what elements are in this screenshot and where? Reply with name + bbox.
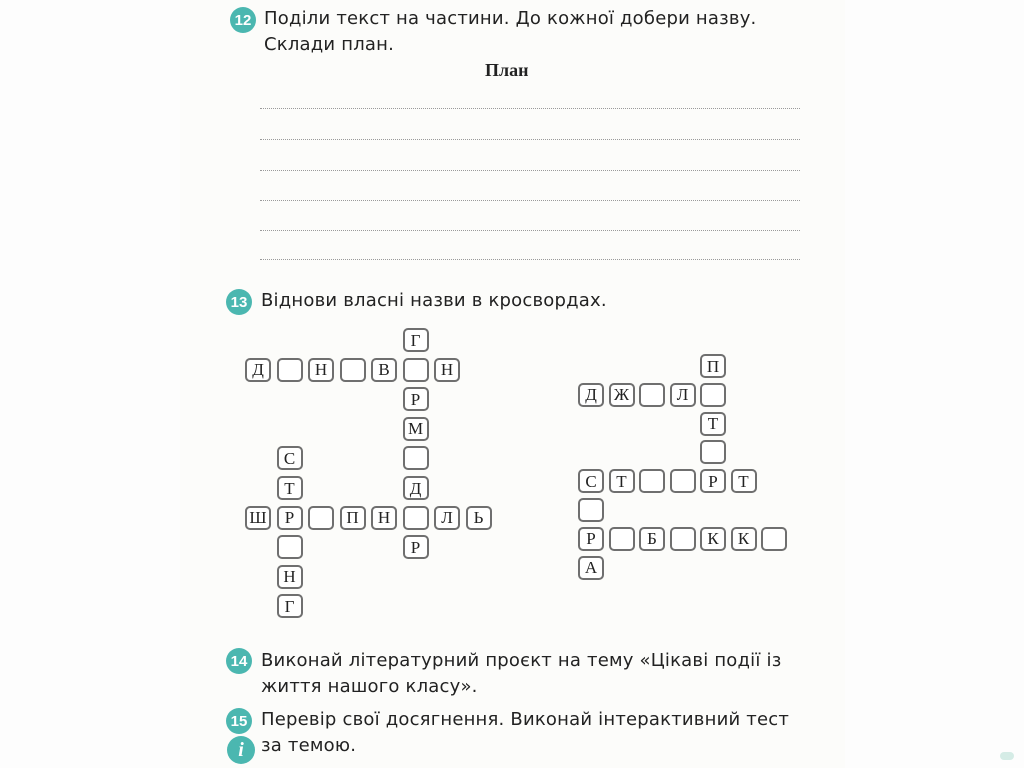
crossword2-cell: Р bbox=[578, 527, 604, 551]
crossword2-cell[interactable] bbox=[700, 440, 726, 464]
crossword1-cell[interactable] bbox=[277, 535, 303, 559]
crossword1-cell: Т bbox=[277, 476, 303, 500]
crossword2-cell[interactable] bbox=[639, 469, 665, 493]
answer-line-1 bbox=[260, 108, 800, 109]
crossword2-cell[interactable] bbox=[670, 469, 696, 493]
crossword1-cell: Н bbox=[371, 506, 397, 530]
crossword2-cell[interactable] bbox=[639, 383, 665, 407]
crossword2-cell: К bbox=[700, 527, 726, 551]
crossword2-cell: Б bbox=[639, 527, 665, 551]
crossword1-cell: Р bbox=[403, 387, 429, 411]
crossword2-cell: С bbox=[578, 469, 604, 493]
answer-line-5 bbox=[260, 230, 800, 231]
crossword1-cell[interactable] bbox=[403, 358, 429, 382]
crossword2-cell: Р bbox=[700, 469, 726, 493]
crossword2-cell[interactable] bbox=[700, 383, 726, 407]
decorative-corner-mark bbox=[1000, 752, 1014, 760]
crossword2-cell: А bbox=[578, 556, 604, 580]
answer-line-3 bbox=[260, 170, 800, 171]
interactive-test-info-icon[interactable]: i bbox=[227, 736, 255, 764]
crossword1-cell: Р bbox=[403, 535, 429, 559]
crossword1-cell: Ь bbox=[466, 506, 492, 530]
crossword1-cell[interactable] bbox=[403, 506, 429, 530]
answer-line-2 bbox=[260, 139, 800, 140]
crossword2-cell[interactable] bbox=[578, 498, 604, 522]
crossword2-cell: Ж bbox=[609, 383, 635, 407]
crossword1-cell[interactable] bbox=[308, 506, 334, 530]
task-15-text-line2: за темою. bbox=[261, 735, 357, 756]
crossword1-cell: Л bbox=[434, 506, 460, 530]
task-number-badge-13: 13 bbox=[226, 289, 252, 315]
task-number-badge-12: 12 bbox=[230, 7, 256, 33]
crossword1-cell: В bbox=[371, 358, 397, 382]
crossword1-cell: Ш bbox=[245, 506, 271, 530]
crossword1-cell: Г bbox=[403, 328, 429, 352]
crossword1-cell: Н bbox=[308, 358, 334, 382]
crossword1-cell: Н bbox=[277, 565, 303, 589]
crossword1-cell[interactable] bbox=[403, 446, 429, 470]
crossword1-cell: Д bbox=[403, 476, 429, 500]
task-number-badge-15: 15 bbox=[226, 708, 252, 734]
crossword2-cell: П bbox=[700, 354, 726, 378]
crossword2-cell: Л bbox=[670, 383, 696, 407]
crossword1-cell: Н bbox=[434, 358, 460, 382]
crossword2-cell[interactable] bbox=[670, 527, 696, 551]
crossword2-cell: Т bbox=[700, 412, 726, 436]
crossword1-cell: Р bbox=[277, 506, 303, 530]
answer-line-6 bbox=[260, 259, 800, 260]
crossword1-cell: С bbox=[277, 446, 303, 470]
task-12-text-line1: Поділи текст на частини. До кожної добери назву. bbox=[264, 8, 757, 29]
answer-line-4 bbox=[260, 200, 800, 201]
crossword1-cell[interactable] bbox=[277, 358, 303, 382]
crossword1-cell: М bbox=[403, 417, 429, 441]
task-12-text-line2: Склади план. bbox=[264, 34, 395, 55]
task-13-text: Віднови власні назви в кросвордах. bbox=[261, 290, 607, 311]
crossword1-cell[interactable] bbox=[340, 358, 366, 382]
crossword2-cell: Т bbox=[731, 469, 757, 493]
task-14-text-line1: Виконай літературний проєкт на тему «Цікаві події із bbox=[261, 650, 782, 671]
crossword2-cell: Т bbox=[609, 469, 635, 493]
task-number-badge-14: 14 bbox=[226, 648, 252, 674]
task-15-text-line1: Перевір свої досягнення. Виконай інтерактивний тест bbox=[261, 709, 790, 730]
crossword2-cell[interactable] bbox=[609, 527, 635, 551]
task-14-text-line2: життя нашого класу». bbox=[261, 676, 478, 697]
crossword2-cell: Д bbox=[578, 383, 604, 407]
crossword1-cell: Г bbox=[277, 594, 303, 618]
crossword1-cell: П bbox=[340, 506, 366, 530]
crossword2-cell: К bbox=[731, 527, 757, 551]
crossword1-cell: Д bbox=[245, 358, 271, 382]
plan-title: План bbox=[485, 60, 529, 80]
crossword2-cell[interactable] bbox=[761, 527, 787, 551]
